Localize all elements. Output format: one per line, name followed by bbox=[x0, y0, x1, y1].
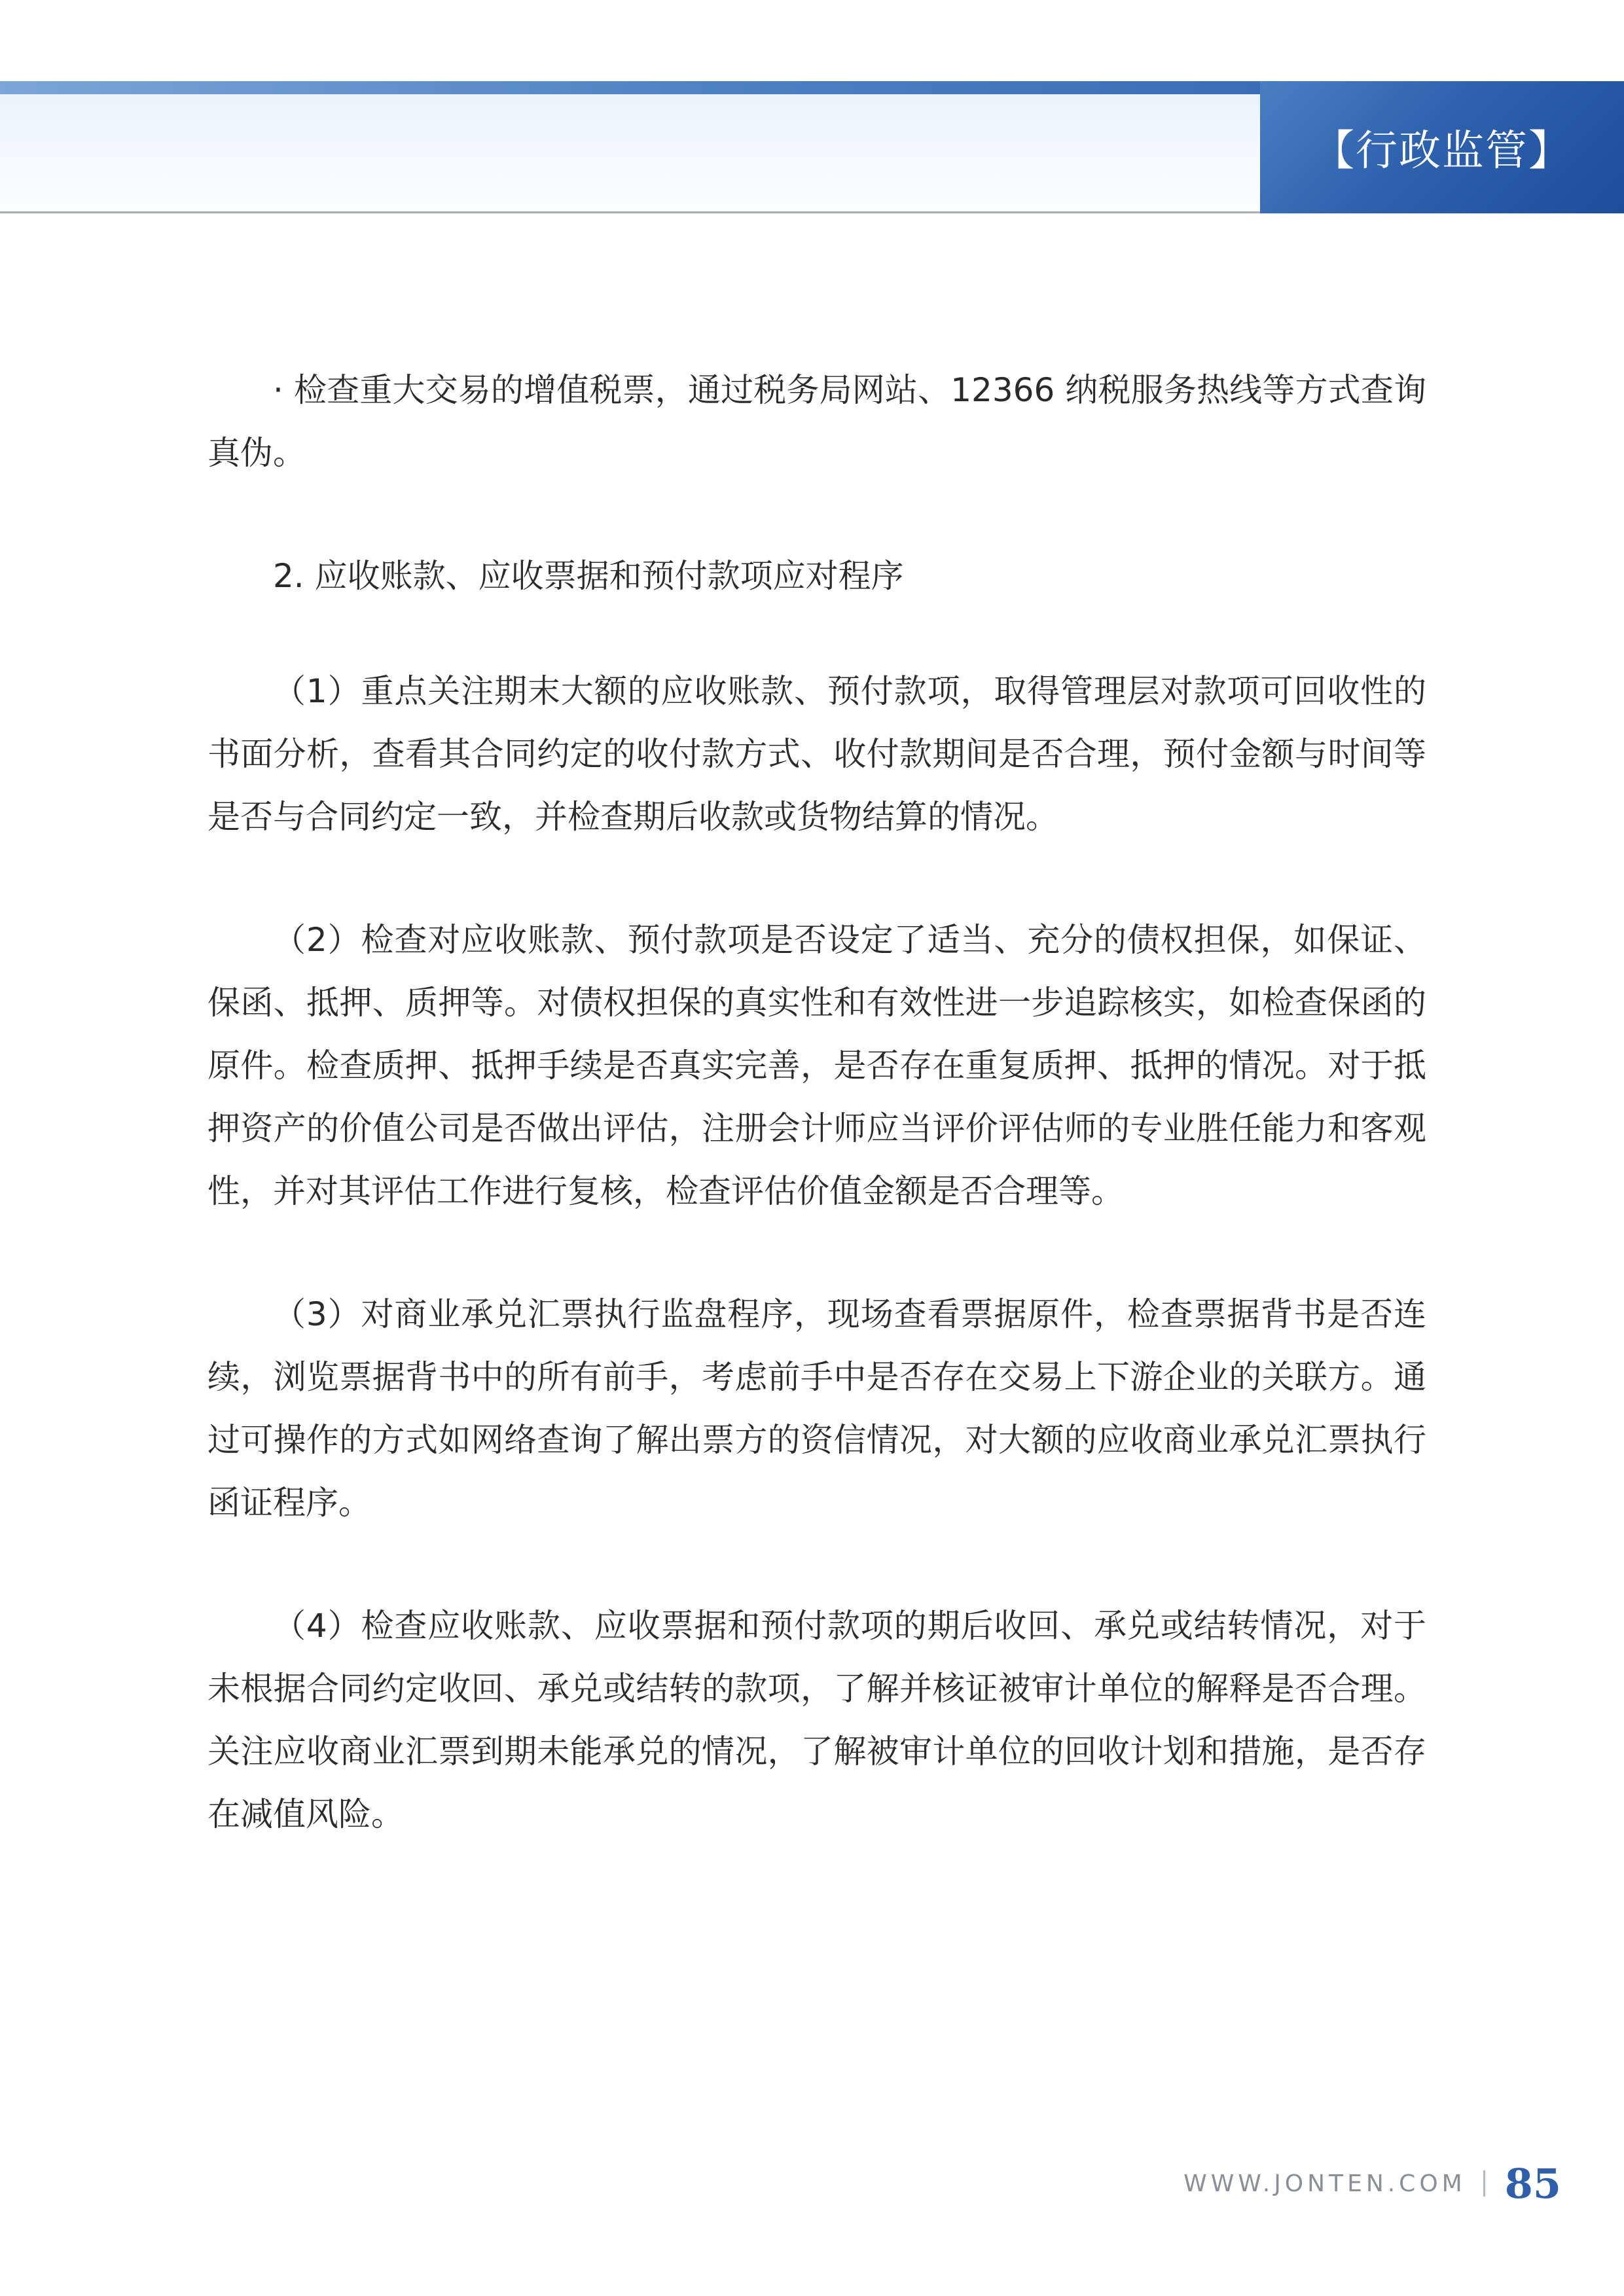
footer-divider bbox=[1483, 2170, 1485, 2197]
header-band bbox=[0, 81, 1260, 213]
header-divider bbox=[0, 211, 1260, 213]
paragraph-item-1: （1）重点关注期末大额的应收账款、预付款项，取得管理层对款项可回收性的书面分析，查看其合同约定的收付款方式、收付款期间是否合理，预付金额与时间等是否与合同约定一致，并检查期后收款或货物结算的情况。 bbox=[208, 672, 1426, 836]
paragraph-vat-invoice-check: · 检查重大交易的增值税票，通过税务局网站、12366 纳税服务热线等方式查询真伪。 bbox=[208, 371, 1426, 472]
header-accent-stripe bbox=[0, 81, 1260, 94]
footer-website: WWW.JONTEN.COM bbox=[1183, 2170, 1466, 2197]
page-number: 85 bbox=[1504, 2159, 1561, 2208]
paragraph-item-2: （2）检查对应收账款、预付款项是否设定了适当、充分的债权担保，如保证、保函、抵押、质押等。对债权担保的真实性和有效性进一步追踪核实，如检查保函的原件。检查质押、抵押手续是否真实完善，是否存在重复质押、抵押的情况。对于抵押资产的价值公司是否做出评估，注册会计师应当评价评估师的专业胜任能力和客观性，并对其评估工作进行复核，检查评估价值金额是否合理等。 bbox=[208, 921, 1426, 1210]
section-label: 【行政监管】 bbox=[1312, 127, 1572, 175]
page-footer bbox=[1183, 2157, 1561, 2210]
paragraph-item-3: （3）对商业承兑汇票执行监盘程序，现场查看票据原件，检查票据背书是否连续，浏览票据背书中的所有前手，考虑前手中是否存在交易上下游企业的关联方。通过可操作的方式如网络查询了解出票方的资信情况，对大额的应收商业承兑汇票执行函证程序。 bbox=[208, 1295, 1426, 1522]
section-tab bbox=[1260, 81, 1624, 213]
section-heading-receivables: 2. 应收账款、应收票据和预付款项应对程序 bbox=[273, 557, 904, 595]
paragraph-item-4: （4）检查应收账款、应收票据和预付款项的期后收回、承兑或结转情况，对于未根据合同约定收回、承兑或结转的款项，了解并核证被审计单位的解释是否合理。关注应收商业汇票到期未能承兑的情况，了解被审计单位的回收计划和措施，是否存在减值风险。 bbox=[208, 1607, 1426, 1833]
article-body bbox=[208, 359, 1426, 1906]
